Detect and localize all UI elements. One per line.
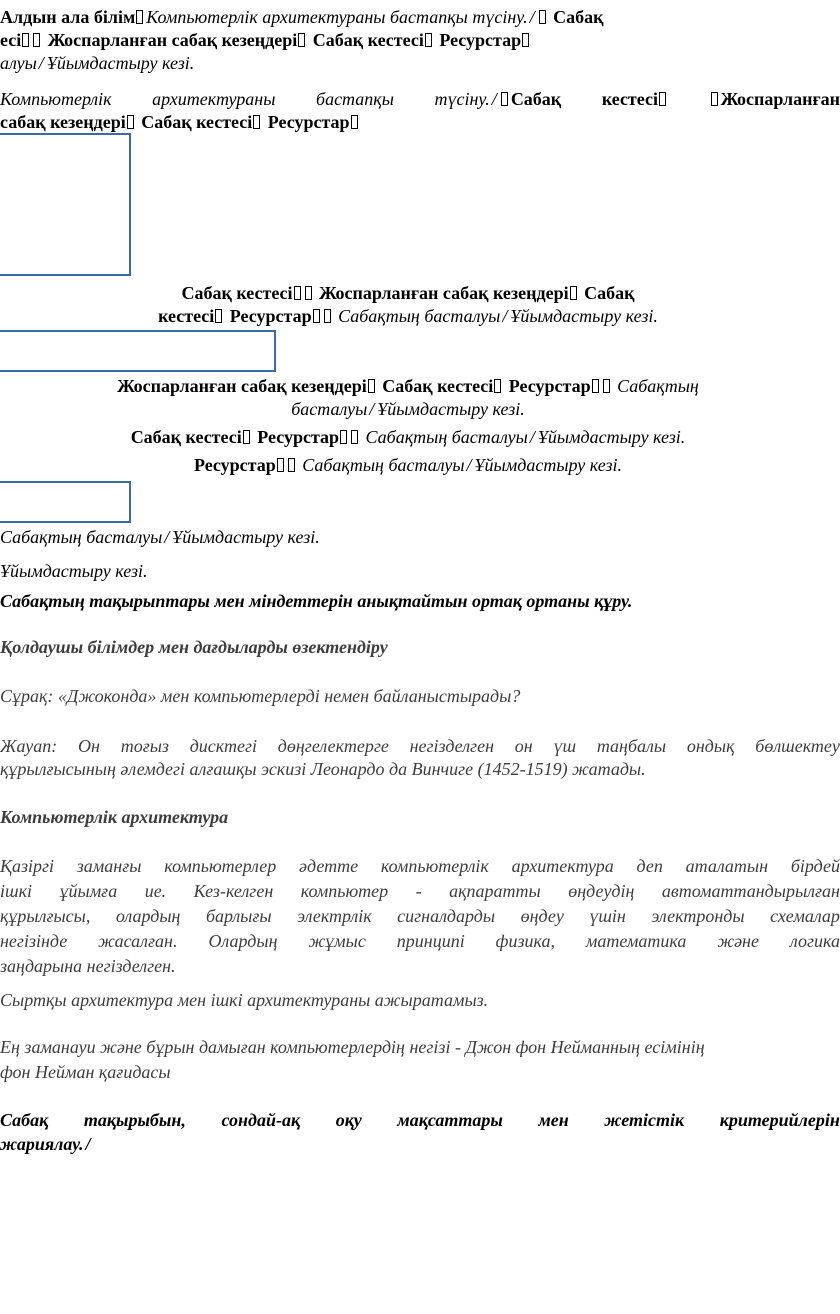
nav-line-7 xyxy=(0,305,816,327)
missing-glyph-icon xyxy=(253,115,260,129)
answer-word: негізделген xyxy=(409,736,494,756)
nav-line-10 xyxy=(0,426,816,448)
modern-word: әдетте xyxy=(299,856,359,876)
crumb-lesson-schedule: Сабақ кестесі xyxy=(382,376,494,396)
modern-word: өңдеу xyxy=(520,906,564,926)
crumb-resources: Ресурстар xyxy=(257,427,340,447)
modern-word: ақпаратты xyxy=(449,881,541,901)
missing-glyph-icon xyxy=(33,33,40,47)
modern-word: Кез-келген xyxy=(193,881,274,901)
missing-glyph-icon xyxy=(243,430,250,444)
crumb-planned-stages: Жоспарланған сабақ кезеңдері xyxy=(47,30,298,50)
modern-line-4 xyxy=(0,930,840,952)
crumb-organization: Ұйымдастыру кезі. xyxy=(172,527,320,547)
understanding-word: архитектураны xyxy=(152,89,276,109)
modern-word: олардың xyxy=(115,906,181,926)
modern-word: сигналдарды xyxy=(397,906,496,926)
placeholder-frame xyxy=(0,330,276,372)
missing-glyph-icon xyxy=(324,309,331,323)
modern-word: автоматтандырылған xyxy=(661,881,840,901)
modern-word: өңдеудің xyxy=(568,881,635,901)
missing-glyph-icon xyxy=(298,33,305,47)
answer-word: Он xyxy=(78,736,100,756)
nav-line-4 xyxy=(0,88,840,110)
neumann-line-1: Ең заманауи және бұрын дамыған компьютерлердің негізі - Джон фон Нейманның есімінің xyxy=(0,1037,705,1057)
crumb-lesson-start: Сабақтың басталуы xyxy=(338,306,501,326)
heading-common-environment: Сабақтың тақырыптары мен міндеттерін анықтайтын ортақ ортаны құру. xyxy=(0,591,633,611)
heading-computer-architecture: Компьютерлік архитектура xyxy=(0,807,229,827)
crumb-organization: Ұйымдастыру кезі. xyxy=(46,53,195,73)
missing-glyph-icon xyxy=(592,379,599,393)
slash-glyph-icon: / xyxy=(491,89,497,109)
modern-word: архитектура xyxy=(511,856,614,876)
modern-word: үшін xyxy=(589,906,626,926)
nav-line-2 xyxy=(0,29,532,51)
question-text: Сұрақ: «Джоконда» мен компьютерлерді немен байланыстырады? xyxy=(0,686,521,706)
crumb-planned-word: Жоспарланған xyxy=(720,89,840,109)
answer-word: он xyxy=(514,736,533,756)
answer-word: үш xyxy=(553,736,577,756)
missing-glyph-icon xyxy=(136,10,143,24)
crumb-resources: Ресурстар xyxy=(229,306,312,326)
crumb-lesson-schedule: Сабақ кестесі xyxy=(312,30,424,50)
crumb-lesson-start-word: басталуы xyxy=(291,399,368,419)
missing-glyph-icon xyxy=(501,92,508,106)
understanding-word: түсіну. xyxy=(434,89,490,109)
missing-glyph-icon xyxy=(368,379,375,393)
modern-word: электронды xyxy=(651,906,745,926)
slash-glyph-icon: / xyxy=(502,306,508,326)
announce-line-1 xyxy=(0,1109,840,1131)
crumb-lesson-schedule: Сабақ кестесі xyxy=(141,112,253,132)
missing-glyph-icon xyxy=(215,309,222,323)
missing-glyph-icon xyxy=(127,115,134,129)
distinguish-text: Сыртқы архитектура мен ішкі архитектураны ажыратамыз. xyxy=(0,990,489,1010)
modern-word: принципі xyxy=(396,931,465,951)
slash-glyph-icon: / xyxy=(466,455,472,475)
answer-word: бөлшектеу xyxy=(755,736,840,756)
crumb-planned-stages: Жоспарланған сабақ кезеңдері xyxy=(117,376,367,396)
nav-line-1 xyxy=(0,6,604,28)
modern-word: бірдей xyxy=(790,856,840,876)
missing-glyph-icon xyxy=(277,458,284,472)
crumb-schedule-word: кестесі xyxy=(158,306,215,326)
crumb-lesson-start-word: Сабақтың xyxy=(617,376,699,396)
slash-glyph-icon: / xyxy=(164,527,170,547)
heading-support-knowledge: Қолдаушы білімдер мен дағдыларды өзектендіру xyxy=(0,637,388,657)
announce-word: мақсаттары xyxy=(397,1110,503,1130)
modern-word: - xyxy=(415,881,422,901)
nav-line-5 xyxy=(0,111,361,133)
crumb-organization: Ұйымдастыру кезі. xyxy=(377,399,525,419)
missing-glyph-icon xyxy=(22,33,29,47)
missing-glyph-icon xyxy=(659,92,666,106)
modern-line-5: заңдарына негізделген. xyxy=(0,956,176,976)
missing-glyph-icon xyxy=(711,92,718,106)
answer-word: таңбалы xyxy=(596,736,667,756)
announce-tail: жариялау. xyxy=(0,1134,84,1154)
crumb-lesson: Сабақ xyxy=(584,283,635,303)
modern-word: және xyxy=(717,931,759,951)
answer-word: ондық xyxy=(686,736,735,756)
crumb-understanding: Компьютерлік архитектураны бастапқы түсіну. xyxy=(146,7,528,27)
modern-word: компьютер xyxy=(300,881,389,901)
crumb-organization: Ұйымдастыру кезі. xyxy=(510,306,658,326)
announce-line-2 xyxy=(0,1133,94,1155)
understanding-word: бастапқы xyxy=(316,89,394,109)
missing-glyph-icon xyxy=(522,33,529,47)
answer-line-2: құрылғысының әлемдегі алғашқы эскизі Леонардо да Винчиге (1452-1519) жатады. xyxy=(0,759,646,779)
modern-word: математика xyxy=(585,931,687,951)
missing-glyph-icon xyxy=(288,458,295,472)
announce-word: жетістік xyxy=(604,1110,685,1130)
answer-word: дөңгелектерге xyxy=(277,736,389,756)
modern-word: ұйымға xyxy=(59,881,118,901)
answer-line-1 xyxy=(0,735,840,757)
crumb-lesson-start: Сабақтың басталуы xyxy=(0,527,163,547)
slash-glyph-icon: / xyxy=(369,399,375,419)
missing-glyph-icon xyxy=(570,286,577,300)
missing-glyph-icon xyxy=(313,309,320,323)
missing-glyph-icon xyxy=(305,286,312,300)
answer-word: тоғыз xyxy=(120,736,169,756)
announce-word: Сабақ xyxy=(0,1110,49,1130)
modern-line-1 xyxy=(0,855,840,877)
modern-word: схемалар xyxy=(770,906,840,926)
modern-word: жасалған. xyxy=(98,931,178,951)
slash-glyph-icon: / xyxy=(529,7,535,27)
neumann-line-2: фон Нейман қағидасы xyxy=(0,1062,171,1082)
understanding-word: Компьютерлік xyxy=(0,89,112,109)
nav-line-6 xyxy=(0,282,816,304)
missing-glyph-icon xyxy=(351,430,358,444)
slash-glyph-icon: / xyxy=(38,53,44,73)
modern-word: электрлік xyxy=(297,906,372,926)
modern-word: компьютерлер xyxy=(164,856,277,876)
modern-word: аталатын xyxy=(685,856,769,876)
crumb-resources: Ресурстар xyxy=(267,112,350,132)
crumb-lesson-start: Сабақтың басталуы xyxy=(302,455,465,475)
announce-word: оқу xyxy=(335,1110,362,1130)
modern-word: жұмыс xyxy=(308,931,366,951)
answer-word: дисктегі xyxy=(189,736,257,756)
missing-glyph-icon xyxy=(351,115,358,129)
modern-word: физика, xyxy=(495,931,555,951)
crumb-resources: Ресурстар xyxy=(193,455,276,475)
crumb-stages-word1: сабақ xyxy=(0,112,46,132)
crumb-schedule-word: кестесі xyxy=(601,89,658,109)
slash-glyph-icon: / xyxy=(85,1134,91,1154)
crumb-organization: Ұйымдастыру кезі. xyxy=(537,427,686,447)
modern-word: логика xyxy=(789,931,840,951)
modern-word: ие. xyxy=(144,881,167,901)
nav-line-11 xyxy=(0,454,816,476)
modern-word: құрылғысы, xyxy=(0,906,91,926)
announce-word: мен xyxy=(538,1110,569,1130)
missing-glyph-icon xyxy=(425,33,432,47)
modern-word: ішкі xyxy=(0,881,33,901)
slash-glyph-icon: / xyxy=(529,427,535,447)
crumb-start-tail: алуы xyxy=(0,53,37,73)
crumb-organization: Ұйымдастыру кезі. xyxy=(0,561,148,581)
crumb-lesson-schedule: Сабақ кестесі xyxy=(181,283,293,303)
answer-word: Жауап: xyxy=(0,736,58,756)
missing-glyph-icon xyxy=(294,286,301,300)
placeholder-frame xyxy=(0,481,131,523)
modern-word: негізінде xyxy=(0,931,68,951)
nav-line-12 xyxy=(0,526,320,548)
crumb-resources: Ресурстар xyxy=(439,30,522,50)
nav-line-9 xyxy=(0,398,816,420)
crumb-planned-stages: Жоспарланған сабақ кезеңдері xyxy=(319,283,569,303)
crumb-resources: Ресурстар xyxy=(508,376,591,396)
modern-word: Олардың xyxy=(208,931,278,951)
nav-line-13 xyxy=(0,560,147,582)
modern-word: барлығы xyxy=(205,906,272,926)
announce-word: тақырыбын, xyxy=(83,1110,186,1130)
modern-word: Қазіргі xyxy=(0,856,54,876)
crumb-lesson: Сабақ xyxy=(510,89,562,109)
announce-word: критерийлерін xyxy=(719,1110,840,1130)
missing-glyph-icon xyxy=(340,430,347,444)
modern-line-2 xyxy=(0,880,840,902)
crumb-lesson-start: Сабақтың басталуы xyxy=(365,427,528,447)
announce-word: сондай-ақ xyxy=(221,1110,301,1130)
crumb-stages-word2: кезеңдері xyxy=(50,112,126,132)
crumb-lesson-tail: есі xyxy=(0,30,22,50)
nav-line-3 xyxy=(0,52,194,74)
modern-word: компьютерлік xyxy=(380,856,489,876)
modern-line-3 xyxy=(0,905,840,927)
crumb-organization: Ұйымдастыру кезі. xyxy=(474,455,623,475)
modern-word: заманғы xyxy=(76,856,142,876)
missing-glyph-icon xyxy=(603,379,610,393)
missing-glyph-icon xyxy=(494,379,501,393)
crumb-lesson-schedule: Сабақ кестесі xyxy=(130,427,242,447)
modern-word: деп xyxy=(636,856,663,876)
crumb-lesson: Сабақ xyxy=(553,7,604,27)
crumb-prior-knowledge: Алдын ала білім xyxy=(0,7,136,27)
missing-glyph-icon xyxy=(539,10,546,24)
placeholder-frame xyxy=(0,133,131,276)
nav-line-8 xyxy=(0,375,816,397)
